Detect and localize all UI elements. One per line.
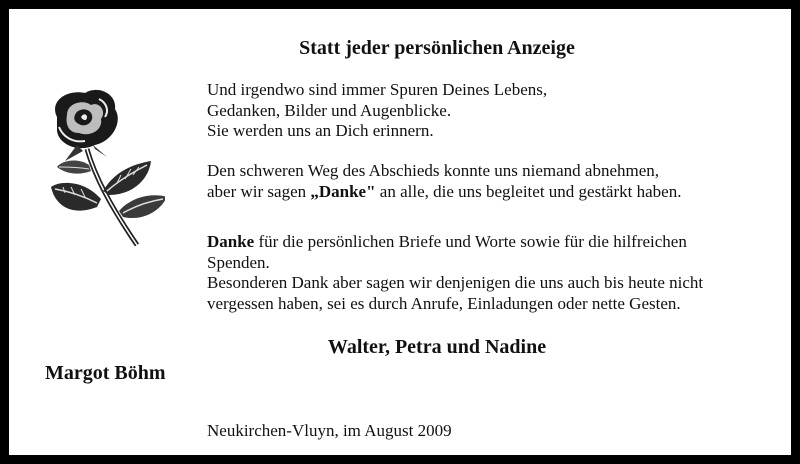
gratitude-line-2: Spenden. [207, 252, 270, 272]
rose-icon [37, 87, 165, 247]
thanks-word-bold: „Danke" [310, 181, 376, 201]
verse-line-2: Gedanken, Bilder und Augenblicke. [207, 100, 452, 120]
gratitude-line-1-rest: für die persönlichen Briefe und Worte sowie für die hilfreichen [254, 232, 687, 251]
thanks-line-1: Den schweren Weg des Abschieds konnte uns niemand abnehmen, [207, 161, 660, 180]
gratitude-line-1 [207, 232, 777, 253]
paragraph-verse [207, 80, 777, 142]
signatories: Walter, Petra und Nadine [327, 336, 547, 358]
gratitude-line-3: Besonderen Dank aber sagen wir denjenigen die uns auch bis heute nicht [207, 273, 704, 292]
deceased-name: Margot Böhm [45, 362, 166, 384]
verse-line-1: Und irgendwo sind immer Spuren Deines Lebens, [207, 80, 548, 99]
verse-line-3: Sie werden uns an Dich erinnern. [207, 121, 434, 140]
gratitude-line-4: vergessen haben, sei es durch Anrufe, Einladungen oder nette Gesten. [207, 293, 681, 313]
thanks-line-2-suffix: an alle, die uns begleitet und gestärkt haben. [375, 181, 682, 201]
paragraph-thanks [207, 161, 777, 202]
paragraph-gratitude [207, 232, 777, 314]
place-date: Neukirchen-Vluyn, im August 2009 [207, 421, 452, 440]
thanks-line-2-prefix: aber wir sagen [207, 181, 311, 201]
ad-heading: Statt jeder persönlichen Anzeige [299, 37, 575, 59]
thanks-line-2 [207, 182, 777, 203]
obituary-card [9, 9, 791, 455]
gratitude-bold-word: Danke [207, 232, 255, 251]
